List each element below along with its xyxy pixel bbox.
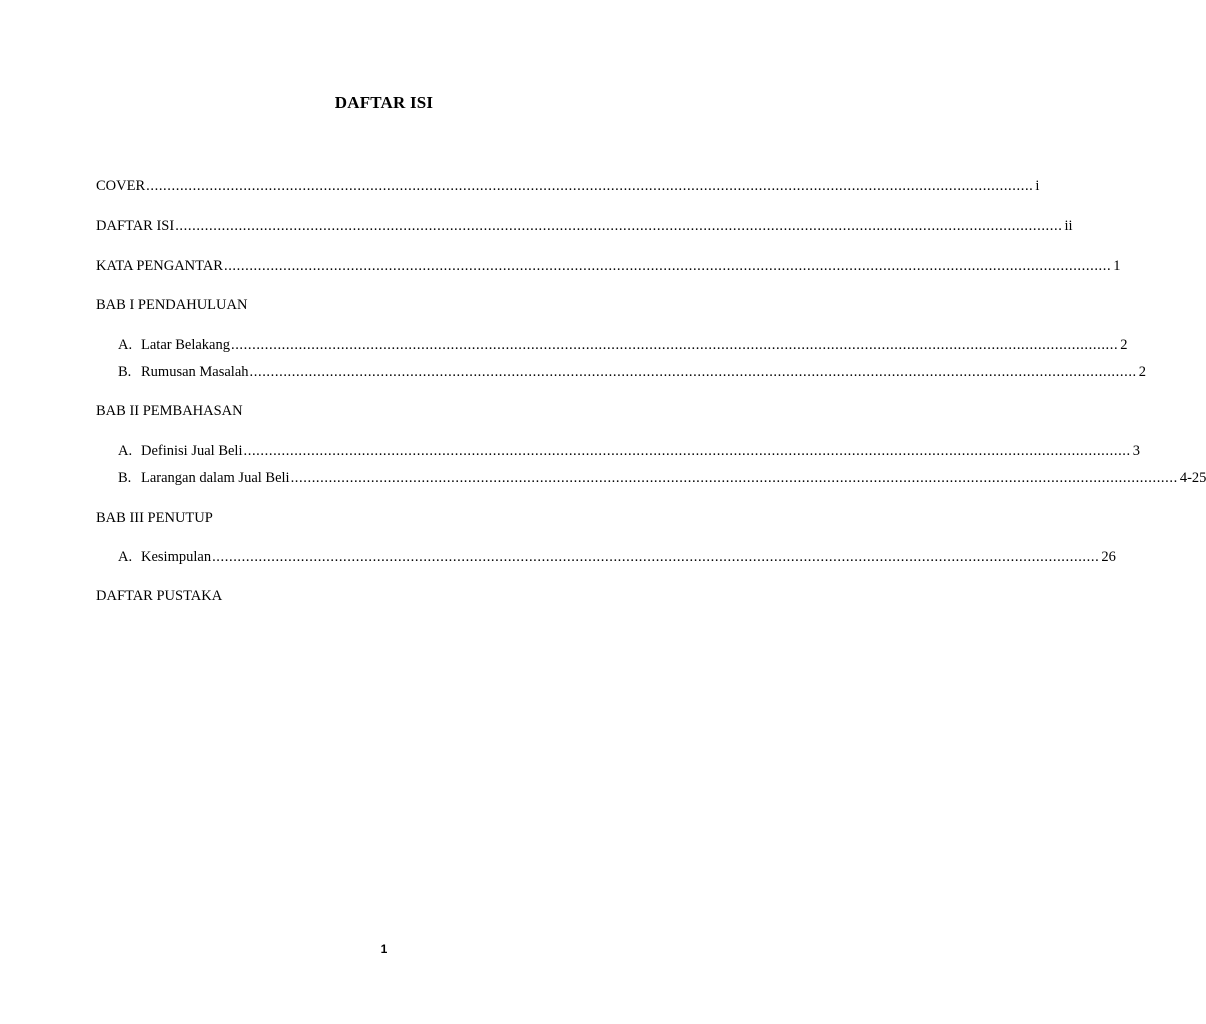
- toc-entry-definisi-jual-beli: [118, 441, 1140, 461]
- toc-entry-kata-pengantar: [96, 256, 1121, 276]
- chapter-heading-bab-1: BAB I PENDAHULUAN: [96, 297, 248, 313]
- toc-entry-label: Kesimpulan: [141, 549, 212, 565]
- toc-entry-page: 1: [1113, 258, 1121, 274]
- toc-entry-label: Latar Belakang: [141, 337, 230, 353]
- toc-leader-dots: ..................................................................................................................................................................................................................: [249, 364, 1137, 380]
- toc-entry-marker: A.: [118, 337, 133, 353]
- toc-entry-label: DAFTAR ISI: [96, 218, 175, 234]
- chapter-heading-bab-3: BAB III PENUTUP: [96, 510, 213, 526]
- toc-entry-page: 2: [1138, 364, 1147, 380]
- toc-entry-marker: A.: [118, 549, 133, 565]
- toc-leader-dots: ..................................................................................................................................................................................................................: [290, 470, 1178, 486]
- heading-daftar-pustaka: DAFTAR PUSTAKA: [96, 588, 223, 604]
- toc-entry-page: 2: [1120, 337, 1128, 353]
- toc-entry-daftar-isi: [96, 216, 1073, 236]
- toc-entry-marker: B.: [118, 470, 132, 486]
- toc-entry-label: Larangan dalam Jual Beli: [141, 470, 290, 486]
- toc-entry-page: 26: [1101, 549, 1116, 565]
- toc-entry-rumusan-masalah: [118, 362, 1147, 382]
- toc-entry-latar-belakang: [118, 335, 1128, 355]
- toc-entry-label: COVER: [96, 178, 146, 194]
- toc-entry-page: ii: [1064, 218, 1073, 234]
- toc-entry-label: KATA PENGANTAR: [96, 258, 223, 274]
- toc-entry-label: Rumusan Masalah: [141, 364, 249, 380]
- toc-entry-page: 4-25: [1179, 470, 1206, 486]
- toc-entry-page: i: [1035, 178, 1040, 194]
- page-title: DAFTAR ISI: [334, 93, 434, 112]
- toc-entry-kesimpulan: [118, 547, 1116, 567]
- chapter-heading-bab-2: BAB II PEMBAHASAN: [96, 403, 243, 419]
- toc-leader-dots: ..................................................................................................................................................................................................................: [146, 178, 1034, 194]
- toc-leader-dots: ..................................................................................................................................................................................................................: [223, 258, 1112, 274]
- toc-entry-page: 3: [1132, 443, 1140, 459]
- toc-entry-label: Definisi Jual Beli: [141, 443, 243, 459]
- toc-leader-dots: ..................................................................................................................................................................................................................: [212, 549, 1100, 565]
- toc-leader-dots: ..................................................................................................................................................................................................................: [230, 337, 1119, 353]
- toc-leader-dots: ..................................................................................................................................................................................................................: [175, 218, 1063, 234]
- toc-entry-larangan-jual-beli: [118, 468, 1206, 488]
- toc-entry-marker: B.: [118, 364, 132, 380]
- page-number: 1: [380, 942, 388, 956]
- toc-entry-marker: A.: [118, 443, 133, 459]
- toc-leader-dots: ..................................................................................................................................................................................................................: [243, 443, 1131, 459]
- toc-entry-cover: [96, 176, 1040, 196]
